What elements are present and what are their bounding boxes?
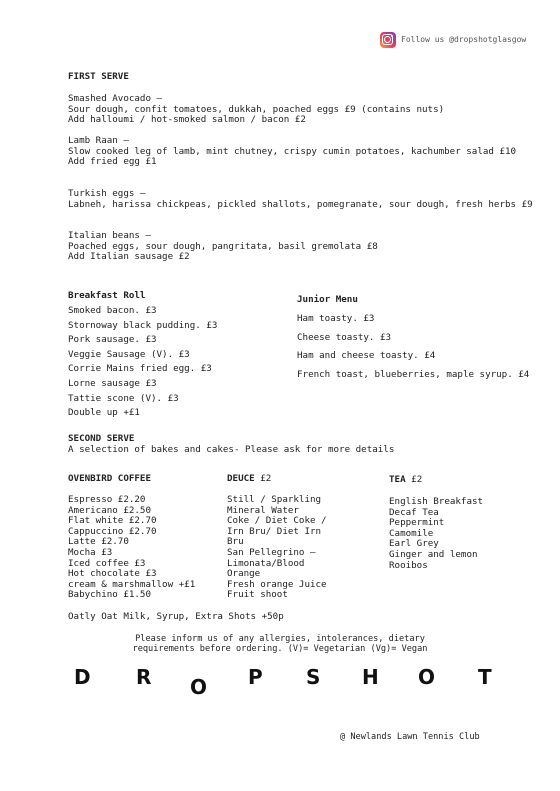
list-item: Irn Bru/ Diet Irn [227,525,322,537]
logo-letter: P [248,665,263,689]
coffee-extras: Oatly Oat Milk, Syrup, Extra Shots +50p [68,611,284,622]
list-item: English Breakfast [389,496,484,507]
list-item: Hot chocolate £3 [68,568,157,580]
item-name: Lamb Raan – [68,135,129,146]
list-item: Ham and cheese toasty. £4 [297,350,436,362]
list-item: San Pellegrino – [227,546,316,558]
follow-text: Follow us @dropshotglasgow [401,34,527,44]
tea-title: TEA [389,474,406,485]
list-item: Veggie Sausage (V). £3 [68,348,190,360]
list-item: Espresso £2.20 [68,494,146,505]
logo-letter: R [136,665,152,689]
allergy-note-line: Please inform us of any allergies, intolerances, dietary [135,634,425,644]
logo-letter: H [362,665,379,689]
list-item: Still / Sparkling [227,494,322,505]
logo-letter: O [418,665,436,689]
list-item: Babychino £1.50 [68,589,151,601]
list-item: Ham toasty. £3 [297,313,375,324]
item-description: Labneh, harissa chickpeas, pickled shallots, pomegranate, sour dough, fresh herbs £9 [68,198,533,210]
list-item: Pork sausage. £3 [68,334,157,346]
list-item: Orange [227,568,261,580]
junior-menu-heading: Junior Menu [297,294,358,305]
item-name: Turkish eggs – [68,188,146,199]
deuce-heading [227,474,271,485]
list-item: Earl Grey [389,538,439,550]
list-item: Bru [227,536,244,548]
first-serve-heading: FIRST SERVE [68,71,129,82]
item-addon: Add Italian sausage £2 [68,251,190,263]
logo-letter: D [74,665,91,689]
item-addon: Add fried egg £1 [68,156,157,168]
item-description: Sour dough, confit tomatoes, dukkah, poached eggs £9 (contains nuts) [68,103,445,115]
item-name: Smashed Avocado – [68,93,163,104]
junior-menu-list [297,313,530,388]
list-item: Flat white £2.70 [68,515,157,527]
second-serve-text: A selection of bakes and cakes- Please ask for more details [68,444,395,455]
tea-heading [389,475,422,486]
tea-list [389,497,519,571]
menu-item-italian-beans [68,231,508,263]
coffee-heading: OVENBIRD COFFEE [68,473,151,484]
list-item: Latte £2.70 [68,536,129,548]
list-item: Americano £2.50 [68,504,151,516]
list-item: Mocha £3 [68,546,113,558]
list-item: Cheese toasty. £3 [297,331,392,343]
logo-letter: O [190,675,208,699]
tea-price: £2 [411,474,423,485]
venue-footer: @ Newlands Lawn Tennis Club [340,732,480,742]
list-item: Mineral Water [227,504,299,516]
list-item: Double up +£1 [68,407,140,419]
list-item: Fruit shoot [227,589,288,601]
list-item: Fresh orange Juice [227,578,327,590]
list-item: cream & marshmallow +£1 [68,578,196,590]
item-description: Poached eggs, sour dough, pangritata, basil gremolata £8 [68,240,378,252]
list-item: Ginger and lemon [389,548,478,560]
coffee-list [68,495,218,601]
list-item: French toast, blueberries, maple syrup. £4 [297,368,530,380]
social-follow[interactable] [380,32,526,48]
breakfast-roll-heading: Breakfast Roll [68,290,146,301]
list-item: Tattie scone (V). £3 [68,392,179,404]
list-item: Corrie Mains fried egg. £3 [68,363,212,375]
allergy-note-line: requirements before ordering. (V)= Vegetarian (Vg)= Vegan [132,644,428,654]
menu-item-smashed-avocado [68,94,508,126]
breakfast-roll-list [68,306,278,423]
allergy-note [100,634,460,654]
deuce-price: £2 [260,473,272,484]
list-item: Limonata/Blood [227,557,305,569]
instagram-icon [380,32,396,48]
item-addon: Add halloumi / hot-smoked salmon / bacon £2 [68,114,306,126]
deuce-title: DEUCE [227,473,255,484]
list-item: Decaf Tea [389,506,439,518]
logo-letter: T [478,665,492,689]
list-item: Lorne sausage £3 [68,377,157,389]
logo-letter: S [306,665,321,689]
list-item: Smoked bacon. £3 [68,305,157,316]
dropshot-logo [74,665,494,712]
list-item: Cappuccino £2.70 [68,525,157,537]
item-description: Slow cooked leg of lamb, mint chutney, crispy cumin potatoes, kachumber salad £10 [68,145,517,157]
list-item: Coke / Diet Coke / [227,515,327,527]
list-item: Stornoway black pudding. £3 [68,319,218,331]
list-item: Rooibos [389,559,428,571]
second-serve-heading: SECOND SERVE [68,433,135,444]
deuce-list [227,495,367,601]
menu-item-turkish-eggs [68,188,533,210]
list-item: Camomile [389,527,434,539]
menu-item-lamb-raan [68,135,517,168]
list-item: Iced coffee £3 [68,557,146,569]
list-item: Peppermint [389,517,445,529]
item-name: Italian beans – [68,230,151,241]
